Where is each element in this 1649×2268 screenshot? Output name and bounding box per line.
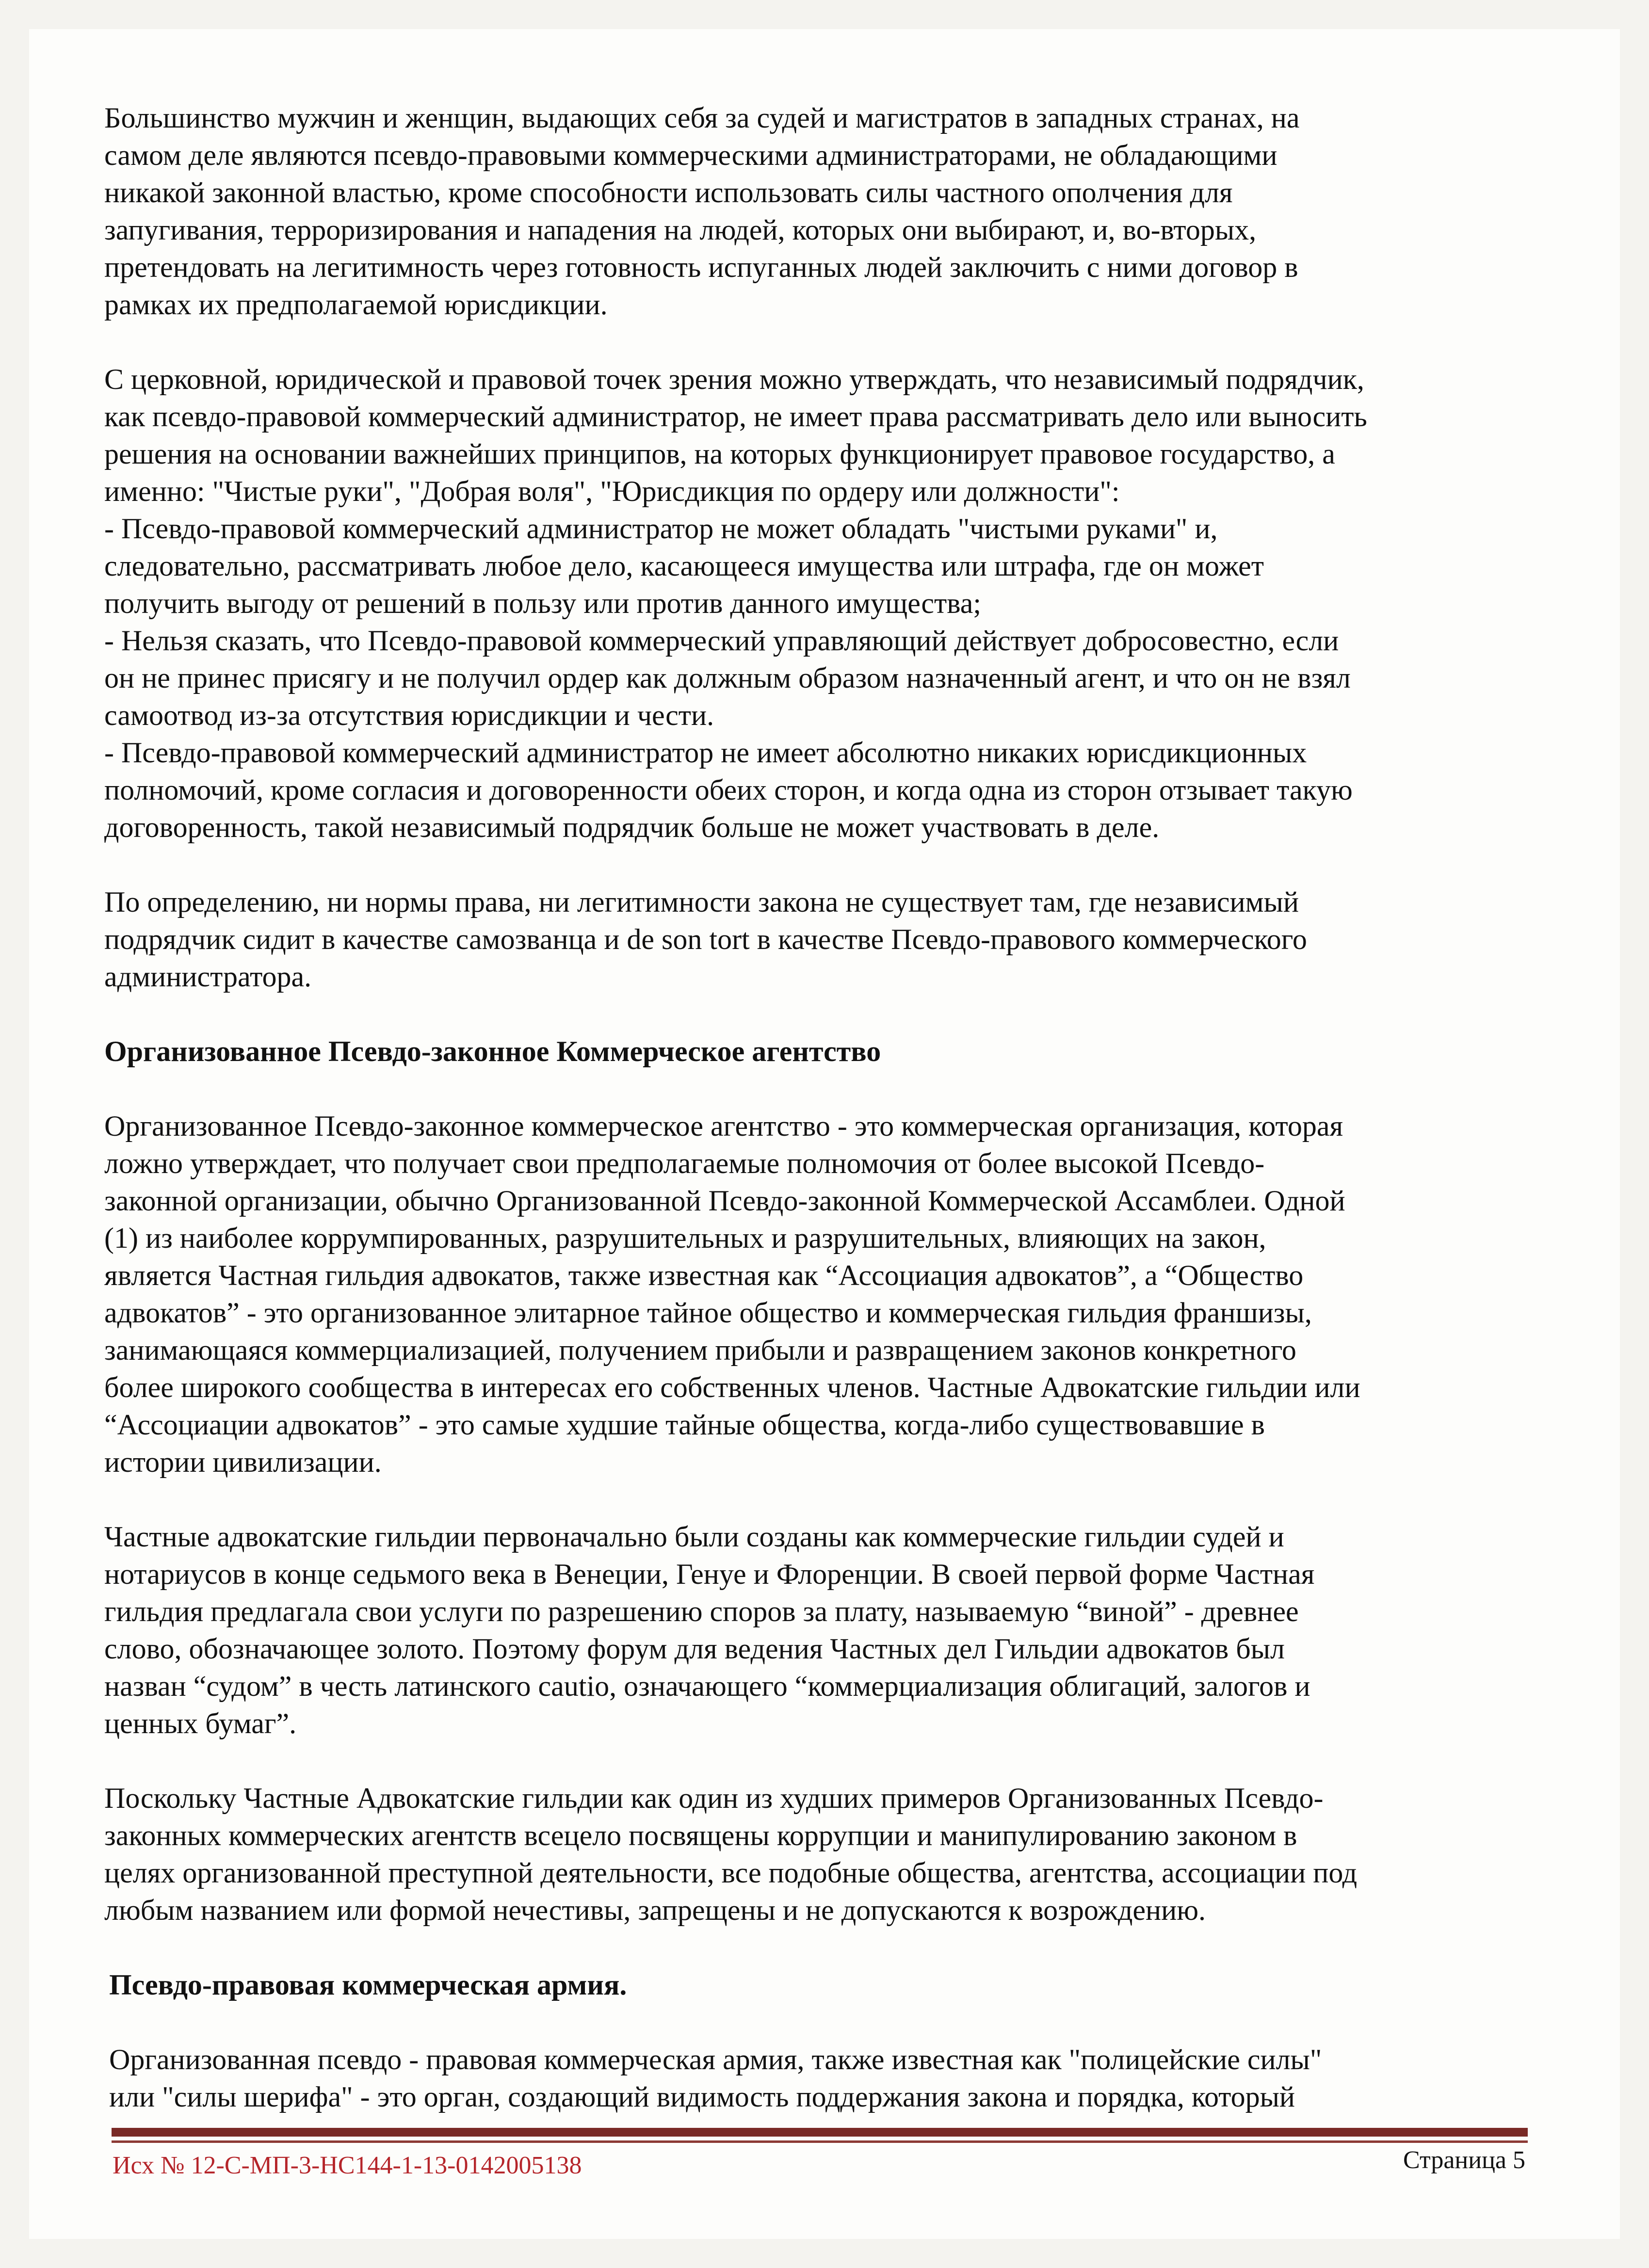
text-line: ложно утверждает, что получает свои предполагаемые полномочия от более высокой Псевдо-: [104, 1147, 1265, 1179]
text-line: решения на основании важнейших принципов, на которых функционирует правовое государство, а: [104, 438, 1335, 470]
text-line: любым названием или формой нечестивы, запрещены и не допускаются к возрождению.: [104, 1894, 1206, 1926]
text-line: является Частная гильдия адвокатов, также известная как “Ассоциация адвокатов”, а “Общество: [104, 1259, 1304, 1291]
paragraph: [104, 884, 1540, 996]
text-line: “Ассоциации адвокатов” - это самые худшие тайные общества, когда-либо существовавшие в: [104, 1409, 1265, 1441]
text-line: ценных бумаг”.: [104, 1707, 297, 1739]
text-line: истории цивилизации.: [104, 1446, 382, 1478]
document-number: Исх № 12-С-МП-3-НС144-1-13-0142005138: [113, 2152, 582, 2179]
paragraph: [104, 361, 1540, 846]
text-line: Организованное Псевдо-законное коммерческое агентство - это коммерческая организация, которая: [104, 1110, 1343, 1142]
footer-rule-thin: [112, 2140, 1528, 2143]
paragraph: [104, 99, 1540, 323]
page-number: Страница 5: [1403, 2146, 1525, 2174]
text-line: нотариусов в конце седьмого века в Венеции, Генуе и Флоренции. В своей первой форме Частная: [104, 1558, 1315, 1590]
text-line: именно: "Чистые руки", "Добрая воля", "Юрисдикция по ордеру или должности":: [104, 475, 1120, 507]
text-line: Организованная псевдо - правовая коммерческая армия, также известная как "полицейские силы": [109, 2043, 1322, 2075]
text-line: администратора.: [104, 961, 312, 993]
text-line: следовательно, рассматривать любое дело, касающееся имущества или штрафа, где он может: [104, 550, 1264, 582]
paragraph: [104, 1518, 1540, 1742]
text-line: - Псевдо-правовой коммерческий администратор не может обладать "чистыми руками" и,: [104, 513, 1218, 545]
text-line: назван “судом” в честь латинского cautio, означающего “коммерциализация облигаций, залогов и: [104, 1670, 1310, 1702]
section-heading: Псевдо-правовая коммерческая армия.: [109, 1969, 627, 2001]
text-line: законных коммерческих агентств всецело посвящены коррупции и манипулированию законом в: [104, 1819, 1297, 1851]
text-line: он не принес присягу и не получил ордер как должным образом назначенный агент, и что он не взял: [104, 662, 1351, 694]
text-line: самом деле являются псевдо-правовыми коммерческими администраторами, не обладающими: [104, 139, 1277, 171]
text-line: самоотвод из-за отсутствия юрисдикции и чести.: [104, 699, 714, 731]
text-line: рамках их предполагаемой юрисдикции.: [104, 289, 608, 321]
text-line: более широкого сообщества в интересах его собственных членов. Частные Адвокатские гильдии или: [104, 1371, 1360, 1403]
paragraph: [104, 1780, 1540, 1929]
paragraph: [104, 1108, 1540, 1481]
text-line: претендовать на легитимность через готовность испуганных людей заключить с ними договор в: [104, 251, 1298, 283]
text-line: С церковной, юридической и правовой точек зрения можно утверждать, что независимый подрядчик,: [104, 363, 1364, 395]
text-line: договоренность, такой независимый подрядчик больше не может участвовать в деле.: [104, 811, 1160, 843]
text-line: - Нельзя сказать, что Псевдо-правовой коммерческий управляющий действует добросовестно, если: [104, 625, 1339, 657]
text-line: занимающаяся коммерциализацией, получением прибыли и развращением законов конкретного: [104, 1334, 1296, 1366]
text-line: По определению, ни нормы права, ни легитимности закона не существует там, где независимый: [104, 886, 1299, 918]
text-line: (1) из наиболее коррумпированных, разрушительных и разрушительных, влияющих на закон,: [104, 1222, 1266, 1254]
document-body: [104, 99, 1540, 2153]
text-line: или "силы шерифа" - это орган, создающий видимость поддержания закона и порядка, который: [109, 2081, 1295, 2113]
text-line: гильдия предлагала свои услуги по разрешению споров за плату, называемую “виной” - древнее: [104, 1595, 1299, 1627]
text-line: слово, обозначающее золото. Поэтому форум для ведения Частных дел Гильдии адвокатов был: [104, 1633, 1285, 1665]
text-line: адвокатов” - это организованное элитарное тайное общество и коммерческая гильдия франшизы,: [104, 1297, 1312, 1329]
paragraph: [109, 2041, 1540, 2116]
text-line: полномочий, кроме согласия и договоренности обеих сторон, и когда одна из сторон отзывает такую: [104, 774, 1353, 806]
footer-rule: [112, 2128, 1528, 2137]
text-line: как псевдо-правовой коммерческий администратор, не имеет права рассматривать дело или выносить: [104, 401, 1367, 433]
text-line: получить выгоду от решений в пользу или против данного имущества;: [104, 587, 982, 619]
text-line: Большинство мужчин и женщин, выдающих себя за судей и магистратов в западных странах, на: [104, 102, 1300, 134]
text-line: запугивания, терроризирования и нападения на людей, которых они выбирают, и, во-вторых,: [104, 214, 1257, 246]
text-line: Поскольку Частные Адвокатские гильдии как один из худших примеров Организованных Псевдо-: [104, 1782, 1324, 1814]
text-line: - Псевдо-правовой коммерческий администратор не имеет абсолютно никаких юрисдикционных: [104, 737, 1307, 769]
text-line: целях организованной преступной деятельности, все подобные общества, агентства, ассоциации под: [104, 1857, 1358, 1889]
text-line: Частные адвокатские гильдии первоначально были созданы как коммерческие гильдии судей и: [104, 1521, 1284, 1553]
text-line: подрядчик сидит в качестве самозванца и de son tort в качестве Псевдо-правового коммерческого: [104, 923, 1307, 955]
text-line: никакой законной властью, кроме способности использовать силы частного ополчения для: [104, 177, 1233, 209]
section-heading: Организованное Псевдо-законное Коммерческое агентство: [104, 1035, 881, 1067]
text-line: законной организации, обычно Организованной Псевдо-законной Коммерческой Ассамблеи. Одной: [104, 1185, 1345, 1217]
